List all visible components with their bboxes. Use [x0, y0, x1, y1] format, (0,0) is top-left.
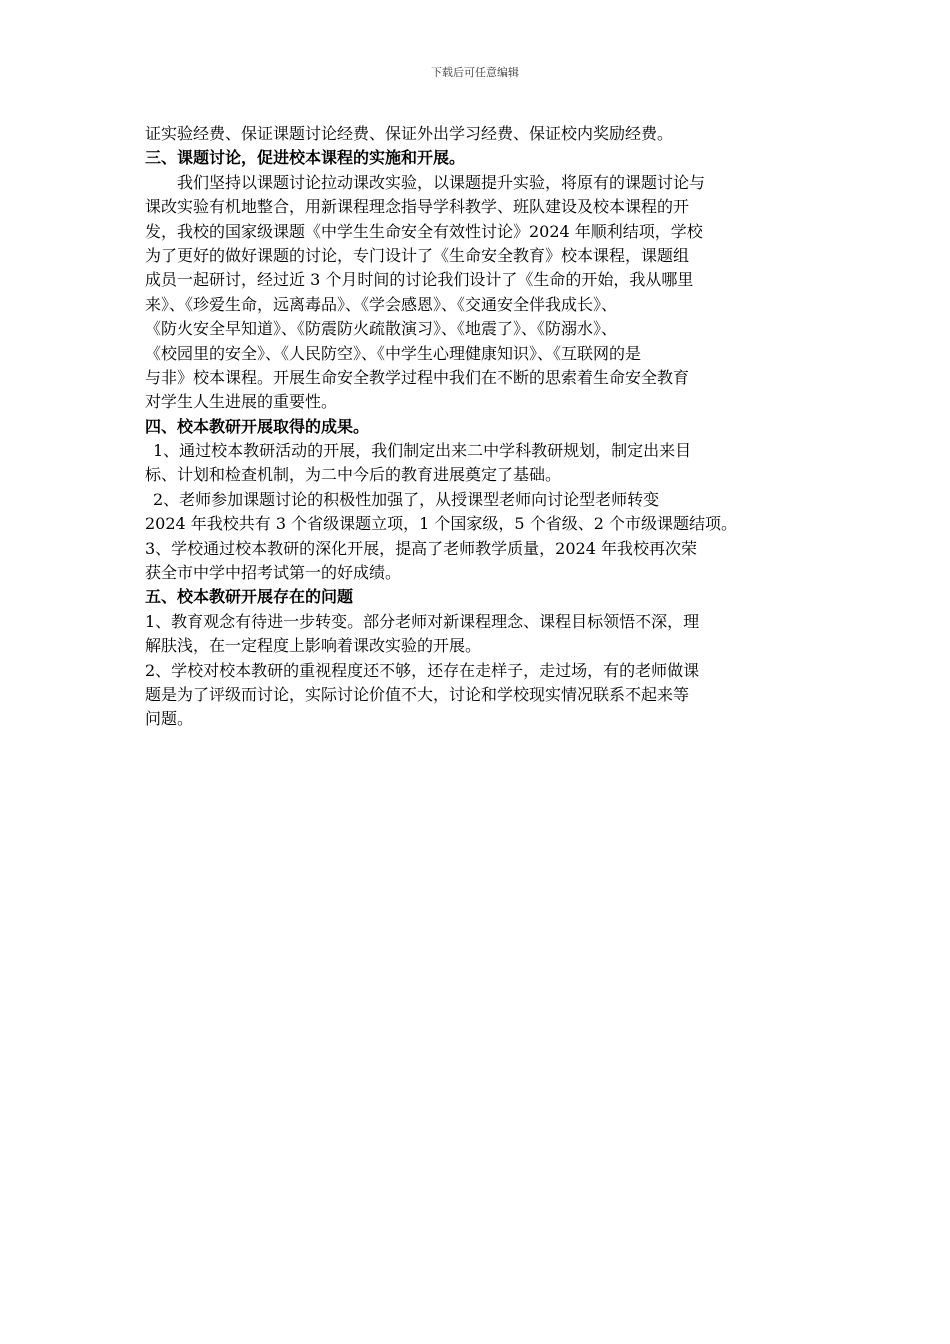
- text-line: 获全市中学中招考试第一的好成绩。: [145, 563, 402, 583]
- text-line: 标、计划和检查机制，为二中今后的教育进展奠定了基础。: [145, 465, 562, 485]
- section-heading-4: 四、校本教研开展取得的成果。: [145, 416, 370, 436]
- text-line: 对学生人生进展的重要性。: [145, 392, 338, 412]
- text-line: 解肤浅，在一定程度上影响着课改实验的开展。: [145, 636, 482, 656]
- document-body: [145, 122, 807, 732]
- text-line: 为了更好的做好课题的讨论，专门设计了《生命安全教育》校本课程，课题组: [145, 245, 690, 265]
- text-line: 来》、《珍爱生命，远离毒品》、《学会感恩》、《交通安全伴我成长》、: [145, 294, 618, 314]
- text-line: 题是为了评级而讨论，实际讨论价值不大，讨论和学校现实情况联系不起来等: [145, 684, 690, 704]
- section-heading-5: 五、校本教研开展存在的问题: [145, 587, 354, 607]
- page-header: 下载后可任意编辑: [431, 66, 519, 79]
- section-heading-3: 三、课题讨论，促进校本课程的实施和开展。: [145, 148, 466, 168]
- text-line: 1、通过校本教研活动的开展，我们制定出来二中学科教研规划，制定出来目: [153, 441, 692, 461]
- text-line: 问题。: [145, 709, 194, 729]
- text-line: 我们坚持以课题讨论拉动课改实验，以课题提升实验，将原有的课题讨论与: [177, 172, 706, 192]
- text-line: 2、老师参加课题讨论的积极性加强了，从授课型老师向讨论型老师转变: [153, 489, 660, 509]
- text-line: 发，我校的国家级课题《中学生生命安全有效性讨论》2024 年顺利结项，学校: [145, 221, 703, 241]
- text-line: 证实验经费、保证课题讨论经费、保证外出学习经费、保证校内奖励经费。: [145, 124, 674, 143]
- text-line: 与非》校本课程。开展生命安全教学过程中我们在不断的思索着生命安全教育: [145, 367, 690, 387]
- text-line: 2、学校对校本教研的重视程度还不够，还存在走样子，走过场，有的老师做课: [145, 660, 700, 680]
- text-line: 3、学校通过校本教研的深化开展，提高了老师教学质量，2024 年我校再次荣: [145, 538, 697, 558]
- text-line: 2024 年我校共有 3 个省级课题立项，1 个国家级，5 个省级、2 个市级课题结项。: [145, 514, 737, 534]
- text-line: 《校园里的安全》、《人民防空》、《中学生心理健康知识》、《互联网的是: [145, 343, 642, 363]
- text-line: 成员一起研讨，经过近 3 个月时间的讨论我们设计了《生命的开始，我从哪里: [145, 270, 694, 290]
- text-line: 课改实验有机地整合，用新课程理念指导学科教学、班队建设及校本课程的开: [145, 197, 690, 217]
- text-line: 1、教育观念有待进一步转变。部分老师对新课程理念、课程目标领悟不深，理: [145, 611, 700, 631]
- text-line: 《防火安全早知道》、《防震防火疏散演习》、《地震了》、《防溺水》、: [145, 319, 618, 339]
